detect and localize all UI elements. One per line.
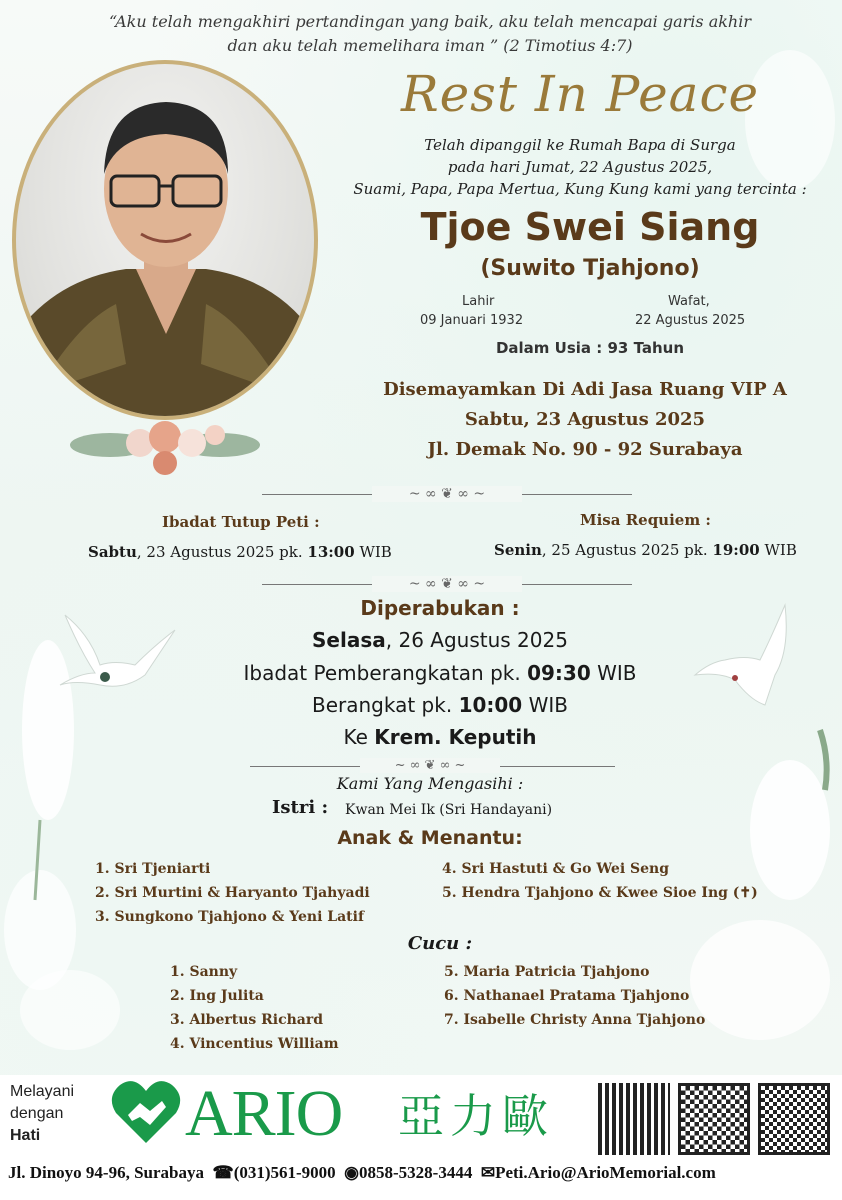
- phone-text[interactable]: (031)561-9000: [233, 1163, 336, 1182]
- born-date: 09 Januari 1932: [420, 313, 524, 328]
- cremation-day: Selasa: [312, 628, 386, 652]
- children-list-left: [95, 857, 370, 929]
- serving-line-1: Melayani: [10, 1083, 75, 1100]
- brand-name: ARIO: [185, 1077, 343, 1150]
- ornament-scroll-icon: ~ ∞ ❦ ∞ ~: [372, 576, 522, 592]
- depart-time: 10:00: [458, 693, 523, 717]
- ornament-scroll-icon: ~ ∞ ❦ ∞ ~: [372, 486, 522, 502]
- wake-place: Disemayamkan Di Adi Jasa Ruang VIP A: [383, 379, 787, 400]
- depart-prefix: Berangkat pk.: [312, 693, 459, 717]
- quote-line-1: “Aku telah mengakhiri pertandingan yang baik, aku telah mencapai garis akhir: [109, 12, 751, 31]
- deceased-alias: (Suwito Tjahjono): [480, 256, 700, 281]
- requiem-time: [494, 541, 797, 559]
- requiem-day: Senin: [494, 541, 542, 559]
- wake-address: Jl. Demak No. 90 - 92 Surabaya: [427, 439, 743, 460]
- requiem-hour: 19:00: [712, 541, 760, 559]
- qr-code-2: [678, 1083, 750, 1155]
- closing-suffix: WIB: [354, 543, 392, 561]
- grandchildren-title: Cucu :: [407, 933, 473, 954]
- portrait-illustration: [16, 64, 314, 416]
- dest-name: Krem. Keputih: [374, 725, 537, 749]
- called-line-1: Telah dipanggil ke Rumah Bapa di Surga: [424, 136, 736, 154]
- list-item: 3. Sungkono Tjahjono & Yeni Latif: [95, 909, 364, 925]
- whatsapp-icon: ◉: [339, 1163, 360, 1182]
- depart-suffix: WIB: [522, 693, 568, 717]
- wife-name: Kwan Mei Ik (Sri Handayani): [345, 802, 553, 818]
- cremation-date-rest: , 26 Agustus 2025: [385, 628, 568, 652]
- list-item: 3. Albertus Richard: [170, 1012, 324, 1028]
- list-item: 1. Sanny: [170, 964, 238, 980]
- heart-handshake-logo-icon: [110, 1077, 182, 1149]
- list-item: 4. Sri Hastuti & Go Wei Seng: [442, 861, 670, 877]
- wake-date: Sabtu, 23 Agustus 2025: [464, 409, 706, 430]
- called-line-2: pada hari Jumat, 22 Agustus 2025,: [447, 158, 713, 176]
- address-text: Jl. Dinoyo 94-96, Surabaya: [8, 1163, 204, 1182]
- ornament-scroll-icon: ~ ∞ ❦ ∞ ~: [360, 758, 500, 773]
- phone-icon: ☎: [208, 1163, 234, 1182]
- departure-service-time: 09:30: [527, 661, 591, 685]
- departure-time: [200, 693, 680, 717]
- died-label: Wafat,: [668, 294, 710, 309]
- dest-prefix: Ke: [343, 725, 375, 749]
- quote-line-2: dan aku telah memelihara iman ” (2 Timotius 4:7): [227, 36, 633, 55]
- list-item: 5. Hendra Tjahjono & Kwee Sioe Ing (✝): [442, 885, 758, 901]
- dove-right-icon: [690, 600, 800, 710]
- serving-line-3: Hati: [10, 1127, 41, 1144]
- bible-quote: [40, 10, 820, 58]
- children-title: Anak & Menantu:: [337, 827, 523, 849]
- closing-rest: , 23 Agustus 2025 pk.: [136, 543, 308, 561]
- rest-in-peace-title: Rest In Peace: [400, 65, 760, 123]
- requiem-title: Misa Requiem :: [580, 511, 711, 529]
- whatsapp-text[interactable]: 0858-5328-3444: [359, 1163, 473, 1182]
- flower-bouquet: [50, 405, 280, 495]
- grandchildren-list-right: [444, 960, 705, 1032]
- departure-service-prefix: Ibadat Pemberangkatan pk.: [243, 661, 528, 685]
- cremation-destination: [200, 725, 680, 749]
- wife-label: Istri :: [272, 797, 329, 818]
- list-item: 2. Sri Murtini & Haryanto Tjahyadi: [95, 885, 370, 901]
- email-text[interactable]: Peti.Ario@ArioMemorial.com: [495, 1163, 716, 1182]
- closing-day: Sabtu: [88, 543, 137, 561]
- footer-banner: [0, 1075, 842, 1200]
- serving-text: [10, 1081, 74, 1147]
- age-text: Dalam Usia : 93 Tahun: [495, 339, 685, 357]
- dove-left-icon: [55, 605, 180, 705]
- requiem-suffix: WIB: [759, 541, 797, 559]
- email-icon: ✉: [476, 1163, 496, 1182]
- list-item: 5. Maria Patricia Tjahjono: [444, 964, 650, 980]
- list-item: 6. Nathanael Pratama Tjahjono: [444, 988, 690, 1004]
- departure-service: [180, 661, 700, 685]
- portrait-photo: [12, 60, 318, 420]
- cremation-date: [200, 628, 680, 652]
- contact-line: [8, 1163, 838, 1183]
- qr-code-1: [598, 1083, 670, 1155]
- serving-line-2: dengan: [10, 1105, 64, 1122]
- list-item: 7. Isabelle Christy Anna Tjahjono: [444, 1012, 706, 1028]
- cremation-title: Diperabukan :: [360, 596, 520, 620]
- deceased-name: Tjoe Swei Siang: [420, 205, 760, 249]
- departure-service-suffix: WIB: [590, 661, 637, 685]
- list-item: 4. Vincentius William: [170, 1036, 339, 1052]
- children-list-right: [442, 857, 758, 905]
- called-line-3: Suami, Papa, Papa Mertua, Kung Kung kami yang tercinta :: [353, 180, 807, 198]
- died-date: 22 Agustus 2025: [635, 313, 746, 328]
- born-label: Lahir: [462, 294, 495, 309]
- requiem-rest: , 25 Agustus 2025 pk.: [541, 541, 713, 559]
- closing-service-time: [88, 543, 392, 561]
- loving-title: Kami Yang Mengasihi :: [336, 774, 524, 793]
- grandchildren-list-left: [170, 960, 339, 1056]
- qr-code-3: [758, 1083, 830, 1155]
- closing-time: 13:00: [307, 543, 355, 561]
- closing-service-title: Ibadat Tutup Peti :: [162, 513, 320, 531]
- brand-chinese: 亞力歐: [398, 1089, 554, 1143]
- list-item: 1. Sri Tjeniarti: [95, 861, 211, 877]
- list-item: 2. Ing Julita: [170, 988, 264, 1004]
- called-home-text: [330, 134, 830, 200]
